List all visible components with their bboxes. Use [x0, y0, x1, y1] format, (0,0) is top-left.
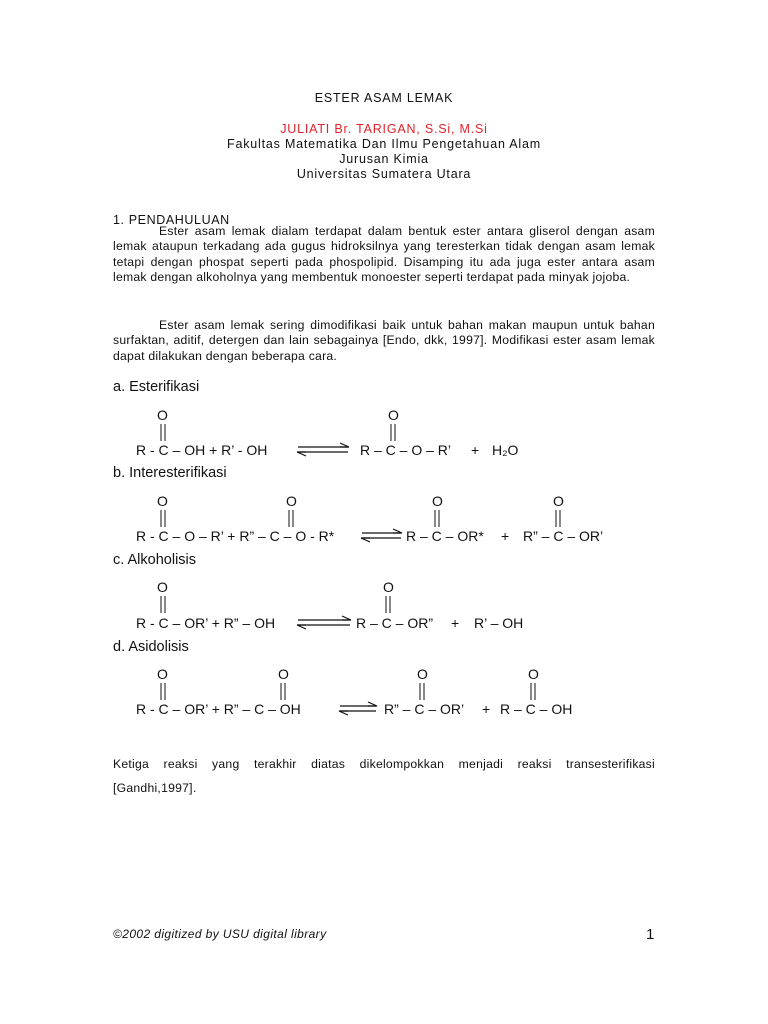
equilibrium-arrow: [339, 702, 377, 715]
carbonyl-oxygen: O: [417, 666, 428, 682]
carbonyl-oxygen: O: [528, 666, 539, 682]
carbonyl-oxygen: O: [286, 493, 297, 509]
product-1: R – C – O – R’: [360, 442, 452, 458]
carbonyl-oxygen: O: [432, 493, 443, 509]
plus-sign: +: [501, 528, 510, 544]
paragraph-text: Ester asam lemak sering dimodifikasi baik untuk bahan makan maupun untuk bahan surfaktan, aditif, detergen dan lain sebagainya [Endo, dkk, 1997]. Modifikasi ester asam lemak dapat dilakukan dengan beberapa cara.: [113, 318, 655, 363]
carbonyl-oxygen: O: [157, 407, 168, 423]
carbonyl-oxygen: O: [157, 493, 168, 509]
carbonyl-oxygen: O: [278, 666, 289, 682]
product-2: R – C – OH: [500, 701, 573, 717]
section-heading: 1. PENDAHULUAN: [113, 213, 230, 227]
equilibrium-arrow: [297, 443, 349, 456]
document-title: ESTER ASAM LEMAK: [314, 91, 454, 105]
department-name: Jurusan Kimia: [339, 152, 429, 166]
reaction-label-esterifikasi: a. Esterifikasi: [113, 379, 200, 395]
reaction-c: [136, 579, 523, 631]
product-1: R – C – OR”: [356, 615, 434, 631]
product-1: R” – C – OR’: [384, 701, 465, 717]
faculty-name: Fakultas Matematika Dan Ilmu Pengetahuan Alam: [227, 137, 541, 151]
product-2: R” – C – OR’: [523, 528, 604, 544]
reactants: R - C – OR’ + R” – C – OH: [136, 701, 301, 717]
carbonyl-oxygen: O: [383, 579, 394, 595]
reaction-d: [136, 666, 572, 717]
equilibrium-arrow: [361, 529, 402, 542]
footer-credit: ©2002 digitized by USU digital library: [113, 927, 327, 941]
reaction-b: [136, 493, 603, 544]
page-number: 1: [646, 926, 655, 943]
reactants: R - C – O – R’ + R” – C – O - R*: [136, 528, 335, 544]
reactants: R - C – OR’ + R” – OH: [136, 615, 276, 631]
product-2: H₂O: [492, 442, 519, 458]
carbonyl-oxygen: O: [388, 407, 399, 423]
university-name: Universitas Sumatera Utara: [296, 167, 472, 181]
carbonyl-oxygen: O: [157, 666, 168, 682]
reaction-a: [136, 407, 519, 458]
reaction-label-asidolisis: d. Asidolisis: [113, 639, 189, 655]
closing-paragraph: Ketiga reaksi yang terakhir diatas dikelompokkan menjadi reaksi transesterifikasi [Gandhi,1997].: [113, 757, 655, 795]
plus-sign: +: [471, 442, 480, 458]
plus-sign: +: [451, 615, 460, 631]
product-1: R – C – OR*: [406, 528, 484, 544]
author-name: JULIATI Br. TARIGAN, S.Si, M.Si: [280, 122, 488, 136]
reaction-label-interesterifikasi: b. Interesterifikasi: [113, 465, 227, 481]
reactants: R - C – OH + R’ - OH: [136, 442, 268, 458]
equilibrium-arrow: [297, 616, 351, 629]
carbonyl-oxygen: O: [157, 579, 168, 595]
paragraph-text: Ester asam lemak dialam terdapat dalam bentuk ester antara gliserol dengan asam lemak ataupun terkadang ada gugus hidroksilnya yang teresterkan tidak dengan asam lemak tetapi dengan phospat seperti pada phospolipid. Disamping itu ada juga ester antara asam lemak dengan alkoholnya yang membentuk monoester seperti terdapat pada minyak jojoba.: [113, 224, 655, 284]
carbonyl-oxygen: O: [553, 493, 564, 509]
plus-sign: +: [482, 701, 491, 717]
reaction-label-alkoholisis: c. Alkoholisis: [113, 552, 197, 568]
product-2: R’ – OH: [474, 615, 524, 631]
